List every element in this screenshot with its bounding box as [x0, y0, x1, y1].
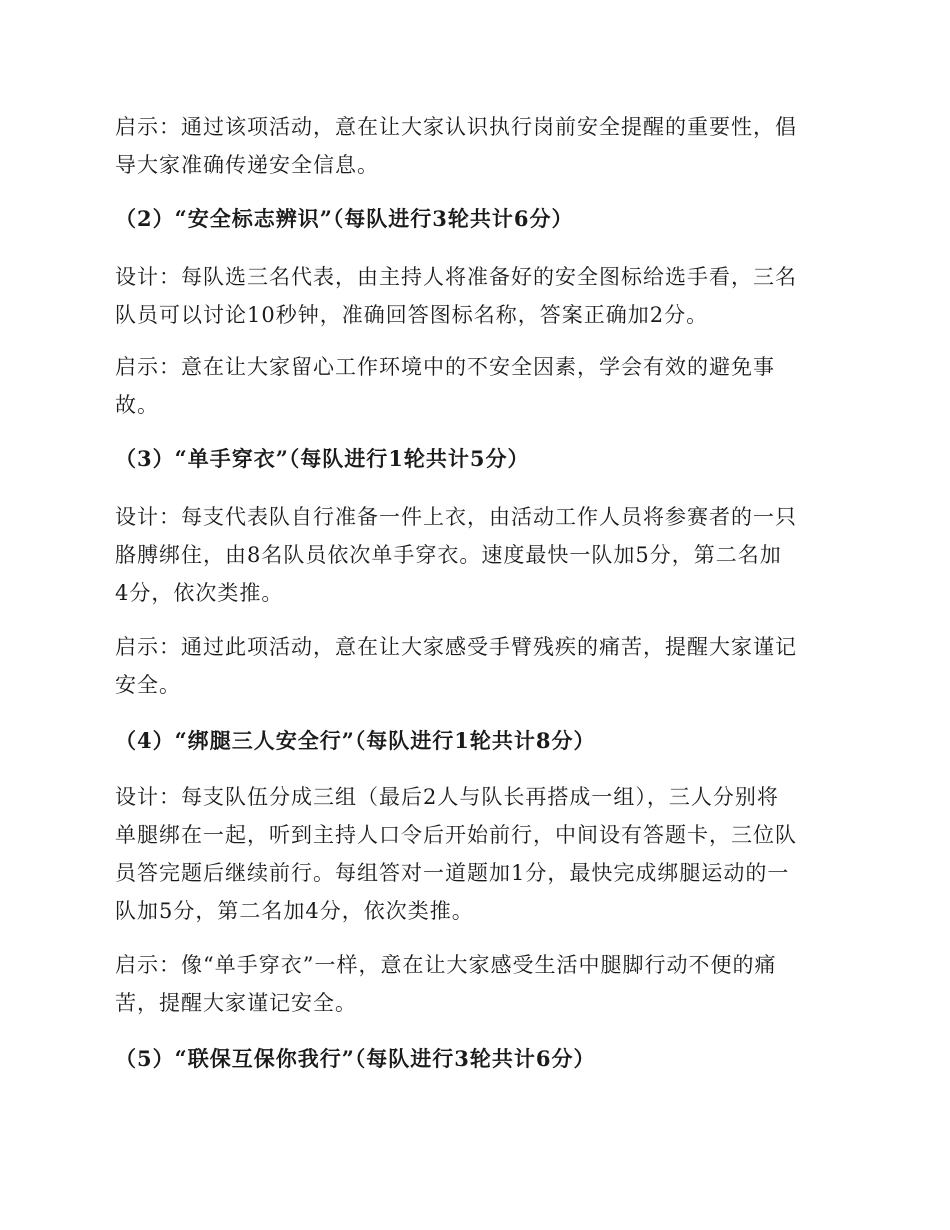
text-line: 队加5分，第二名加4分，依次类推。 — [115, 899, 474, 923]
paragraph-design-4 — [115, 778, 835, 930]
paragraph-hint-3 — [115, 628, 835, 704]
text-line: 员答完题后继续前行。每组答对一道题加1分，最快完成绑腿运动的一 — [115, 861, 790, 885]
section-heading-2: （2）“安全标志辨识”（每队进行3轮共计6分） — [115, 206, 574, 231]
paragraph-hint-2 — [115, 348, 835, 424]
text-line: 设计：每支队伍分成三组（最后2人与队长再搭成一组），三人分别将 — [115, 785, 779, 809]
paragraph-design-3 — [115, 498, 835, 612]
text-line: 队员可以讨论10秒钟，准确回答图标名称，答案正确加2分。 — [115, 303, 709, 327]
text-line: 故。 — [115, 393, 159, 417]
paragraph-hint-1 — [115, 108, 835, 184]
text-line: 导大家准确传递安全信息。 — [115, 153, 379, 177]
text-line: 单腿绑在一起，听到主持人口令后开始前行，中间设有答题卡，三位队 — [115, 823, 797, 847]
section-heading-3: （3）“单手穿衣”（每队进行1轮共计5分） — [115, 446, 530, 471]
text-line: 启示：意在让大家留心工作环境中的不安全因素，学会有效的避免事 — [115, 355, 775, 379]
text-line: 胳膊绑住，由8名队员依次单手穿衣。速度最快一队加5分，第二名加 — [115, 543, 782, 567]
text-line: 启示：通过该项活动，意在让大家认识执行岗前安全提醒的重要性，倡 — [115, 115, 797, 139]
text-line: 启示：通过此项活动，意在让大家感受手臂残疾的痛苦，提醒大家谨记 — [115, 635, 797, 659]
text-line: 设计：每队选三名代表，由主持人将准备好的安全图标给选手看，三名 — [115, 265, 797, 289]
paragraph-hint-4 — [115, 946, 835, 1022]
section-heading-4: （4）“绑腿三人安全行”（每队进行1轮共计8分） — [115, 728, 596, 753]
text-line: 4分，依次类推。 — [115, 581, 284, 605]
text-line: 启示：像“单手穿衣”一样，意在让大家感受生活中腿脚行动不便的痛 — [115, 953, 777, 977]
text-line: 安全。 — [115, 673, 181, 697]
text-line: 苦，提醒大家谨记安全。 — [115, 991, 357, 1015]
text-line: 设计：每支代表队自行准备一件上衣，由活动工作人员将参赛者的一只 — [115, 505, 797, 529]
paragraph-design-2 — [115, 258, 835, 334]
section-heading-5: （5）“联保互保你我行”（每队进行3轮共计6分） — [115, 1046, 596, 1071]
